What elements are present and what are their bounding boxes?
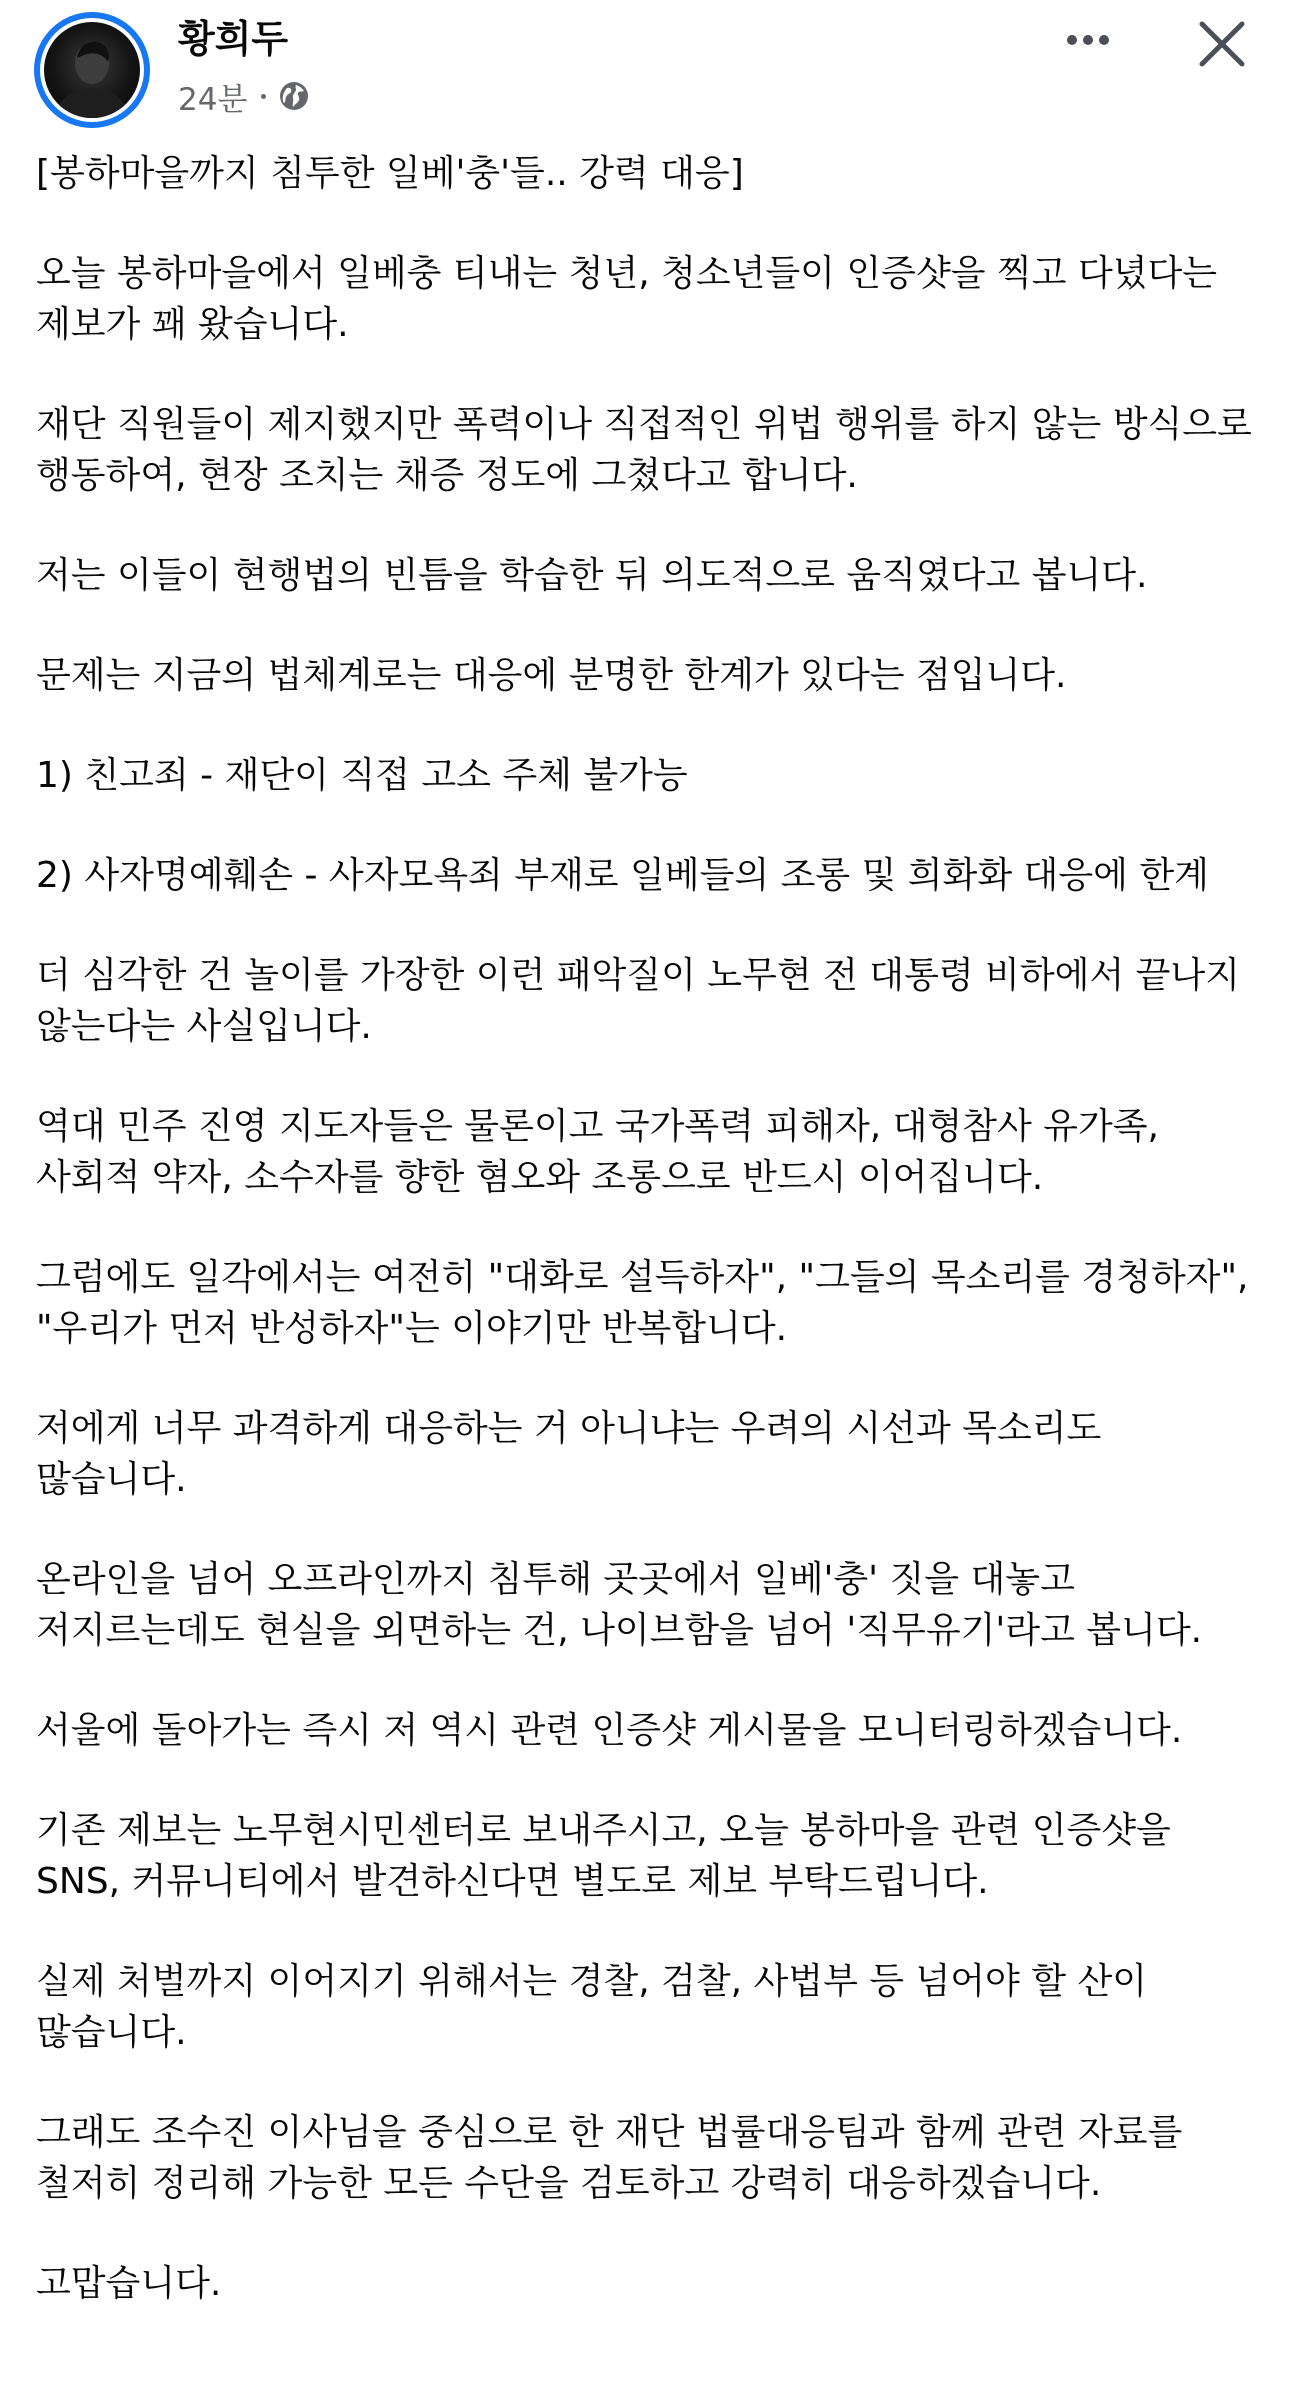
more-options-button[interactable] [1052,14,1124,66]
post-paragraph: 더 심각한 건 놀이를 가장한 이런 패악질이 노무현 전 대통령 비하에서 끝나지 않는다는 사실입니다. [36,955,1240,1047]
avatar-photo [44,22,140,118]
post-paragraph: 실제 처벌까지 이어지기 위해서는 경찰, 검찰, 사법부 등 넘어야 할 산이 많습니다. [36,1961,1148,2053]
author-name[interactable]: 황희두 [178,17,289,61]
post-paragraph: 오늘 봉하마을에서 일베충 티내는 청년, 청소년들이 인증샷을 찍고 다녔다는 제보가 꽤 왔습니다. [36,253,1218,345]
post-body [36,148,1256,2309]
post-paragraph: 2) 사자명예훼손 - 사자모욕죄 부재로 일베들의 조롱 및 희화화 대응에 한계 [36,855,1209,896]
post-paragraph: 고맙습니다. [36,2263,222,2304]
more-horizontal-icon [1064,35,1112,45]
globe-icon[interactable] [278,80,310,112]
post-paragraph: 1) 친고죄 - 재단이 직접 고소 주체 불가능 [36,755,688,796]
avatar[interactable] [34,12,150,128]
post-meta [178,74,310,118]
post-paragraph: [봉하마을까지 침투한 일베'충'들.. 강력 대응] [36,153,744,194]
post-paragraph: 기존 제보는 노무현시민센터로 보내주시고, 오늘 봉하마을 관련 인증샷을 SNS, 커뮤니티에서 발견하신다면 별도로 제보 부탁드립니다. [36,1810,1171,1902]
person-silhouette-icon [44,22,140,118]
post-paragraph: 서울에 돌아가는 즉시 저 역시 관련 인증샷 게시물을 모니터링하겠습니다. [36,1710,1183,1751]
post-paragraph: 저에게 너무 과격하게 대응하는 거 아니냐는 우려의 시선과 목소리도 많습니다. [36,1408,1102,1500]
post-time[interactable]: 24분 [178,81,248,118]
meta-separator [261,94,266,99]
close-button[interactable] [1186,8,1258,80]
post-paragraph: 문제는 지금의 법체계로는 대응에 분명한 한계가 있다는 점입니다. [36,655,1067,696]
post-paragraph: 그럼에도 일각에서는 여전히 "대화로 설득하자", "그들의 목소리를 경청하자", "우리가 먼저 반성하자"는 이야기만 반복합니다. [36,1257,1249,1349]
avatar-gap [40,18,144,122]
post-paragraph: 저는 이들이 현행법의 빈틈을 학습한 뒤 의도적으로 움직였다고 봅니다. [36,555,1148,596]
post-paragraph: 그래도 조수진 이사님을 중심으로 한 재단 법률대응팀과 함께 관련 자료를 철저히 정리해 가능한 모든 수단을 검토하고 강력히 대응하겠습니다. [36,2112,1183,2204]
post-header [0,0,1290,130]
post-paragraph: 역대 민주 진영 지도자들은 물론이고 국가폭력 피해자, 대형참사 유가족, 사회적 약자, 소수자를 향한 혐오와 조롱으로 반드시 이어집니다. [36,1106,1159,1198]
post-paragraph: 온라인을 넘어 오프라인까지 침투해 곳곳에서 일베'충' 짓을 대놓고 저지르는데도 현실을 외면하는 건, 나이브함을 넘어 '직무유기'라고 봅니다. [36,1559,1203,1651]
post-paragraph: 재단 직원들이 제지했지만 폭력이나 직접적인 위법 행위를 하지 않는 방식으로 행동하여, 현장 조치는 채증 정도에 그쳤다고 합니다. [36,404,1252,496]
close-icon [1186,8,1258,80]
